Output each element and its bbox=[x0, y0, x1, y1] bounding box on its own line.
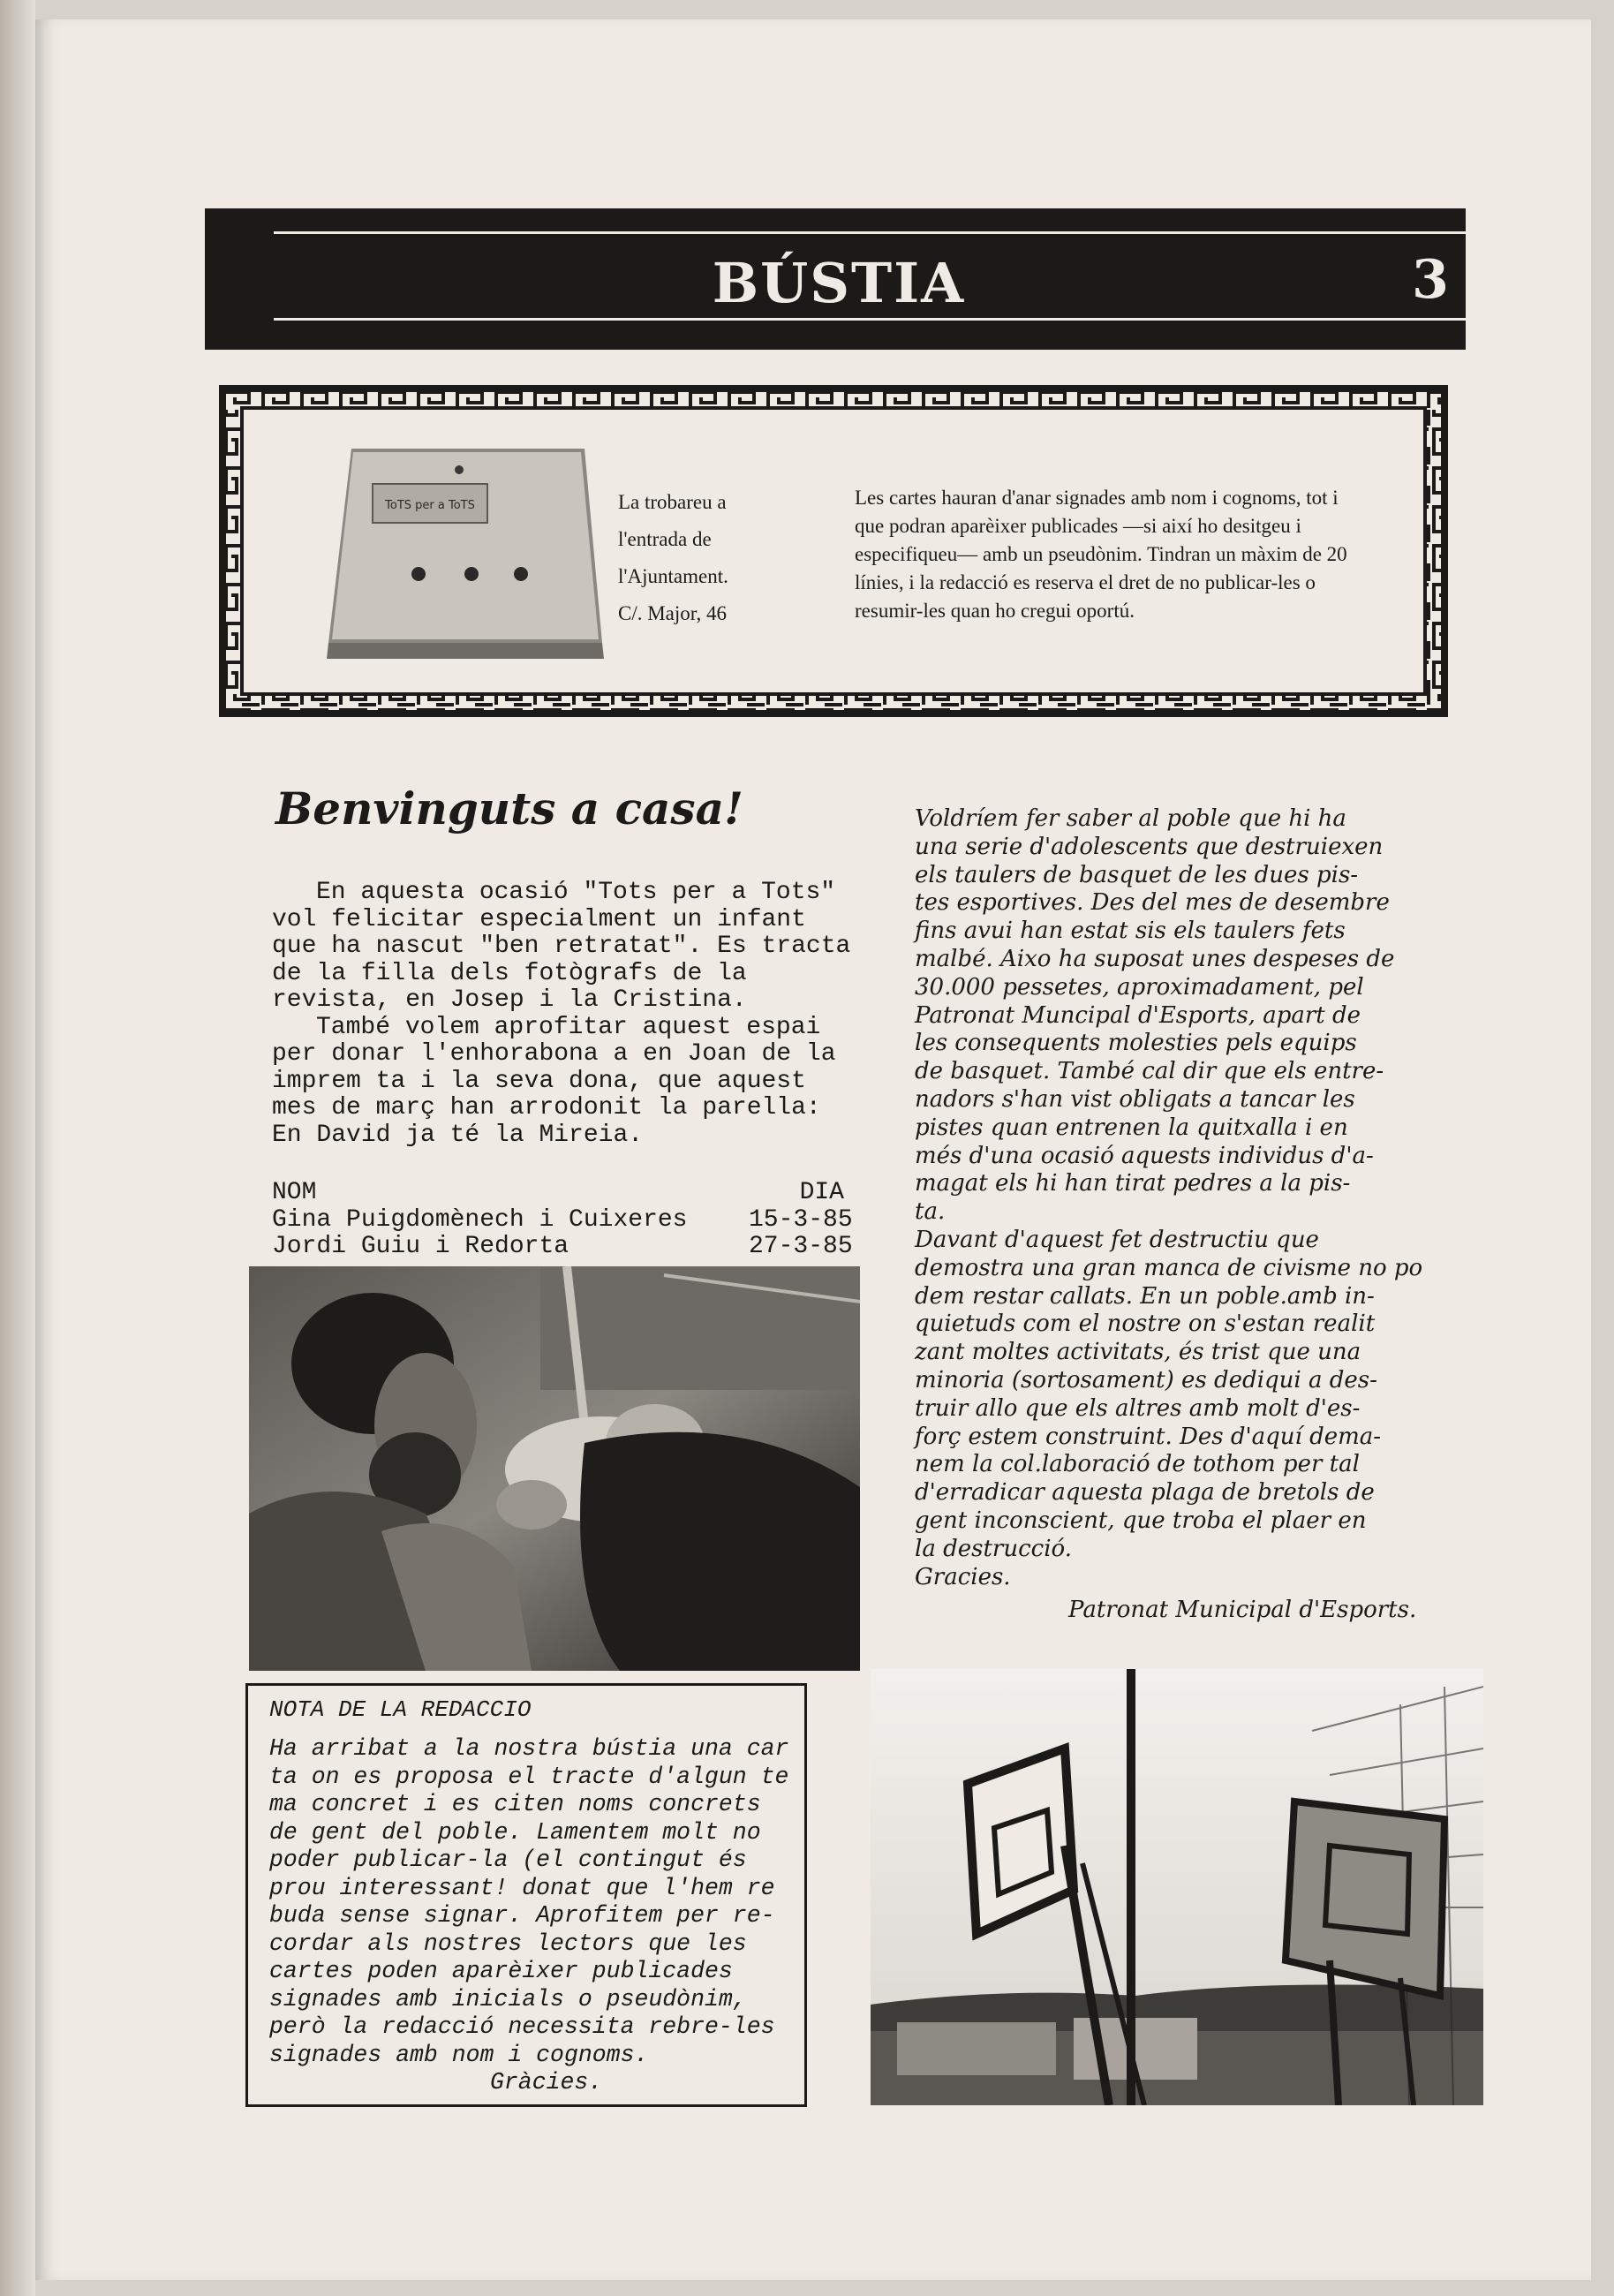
editorial-note-title: NOTA DE LA REDACCIO bbox=[269, 1696, 532, 1723]
births-table bbox=[272, 1180, 855, 1261]
mailbox-photo bbox=[320, 438, 611, 662]
welcome-paragraph: També volem aprofitar aquest espai per donar l'enhorabona a en Joan de la imprem ta i la seva dona, que aquest mes de març han arrodonit la parella: En David ja té la Mireia. bbox=[272, 1013, 836, 1149]
page-number: 3 bbox=[1412, 249, 1449, 311]
births-header-name: NOM bbox=[272, 1179, 317, 1206]
header-rule-bottom bbox=[274, 318, 1466, 321]
births-row bbox=[272, 1234, 855, 1261]
caption-line: La trobareu a bbox=[618, 491, 727, 513]
page-fold bbox=[0, 0, 35, 2296]
births-header-date: DIA bbox=[799, 1179, 844, 1206]
basketball-hoops-photo bbox=[871, 1669, 1483, 2105]
father-and-baby-photo bbox=[249, 1266, 860, 1671]
mailbox-label-text: ToTS per a ToTS bbox=[385, 499, 475, 512]
letter-rules-text: Les cartes hauran d'anar signades amb nom i cognoms, tot i que podran aparèixer publicades —si així ho desitgeu i especifiqueu— amb un pseudònim. Tindran un màxim de 20 línies, i la redacció es reserva el dret de no publicar-les o resumir-les quan ho cregui oportú. bbox=[855, 487, 1347, 622]
editorial-note-text: Ha arribat a la nostra bústia una car ta on es proposa el tracte d'algun te ma concret i es citen noms concrets de gent del poble. Lamentem molt no poder publicar-la (el contingut és prou interessant! donat que l'hem re buda sense signar. Aprofitem per re- cordar als nostres lectors que les cartes poden aparèixer publicades signades amb inicials o pseudònim, però la redacció necessita rebre-les signades amb nom i cognoms. bbox=[269, 1735, 789, 2068]
births-row bbox=[272, 1207, 855, 1235]
birth-name: Jordi Guiu i Redorta bbox=[272, 1233, 569, 1260]
caption-line: l'entrada de bbox=[618, 528, 712, 550]
header-rule-top bbox=[274, 231, 1466, 234]
basketball-letter-signature: Patronat Municipal d'Esports. bbox=[1068, 1597, 1417, 1623]
welcome-paragraph: En aquesta ocasió "Tots per a Tots" vol felicitar especialment un infant que ha nascut "ben retratat". Es tracta de la filla dels fotògrafs de la revista, en Josep i la Cristina. bbox=[272, 879, 851, 1014]
caption-line: l'Ajuntament. bbox=[618, 565, 728, 587]
welcome-heading: Benvinguts a casa! bbox=[275, 782, 743, 835]
section-title-bustia: BÚSTIA bbox=[712, 251, 966, 315]
mailbox-location-caption bbox=[618, 484, 803, 632]
births-header-row bbox=[272, 1180, 855, 1207]
birth-date: 27-3-85 bbox=[749, 1233, 853, 1260]
basketball-letter-text: Voldríem fer saber al poble que hi ha una serie d'adolescents que destruiexen els taulers de basquet de les dues pis- tes esportives. Des del mes de desembre fins avui han estat sis els taulers fets malbé. Aixo ha suposat unes despeses de 30.000 pessetes, aproximadament, pel Patronat Muncipal d'Esports, apart de les consequents molesties pels equips de basquet. També cal dir que els entre- nadors s'han vist obligats a tancar les pistes quan entrenen la quitxalla i en més d'una ocasió aquests individus d'a- magat els hi han tirat pedres a la pis- ta. Davant d'aquest fet destructiu que demostra una gran manca de civisme no po dem restar callats. En un poble.amb in- quietuds com el nostre on s'estan realit zant moltes activitats, és trist que una minoria (sortosament) es dediqui a des- truir allo que els altres amb molt d'es- forç estem construint. Des d'aquí dema- nem la col.laboració de tothom per tal d'erradicar aquesta plaga de bretols de gent inconscient, que troba el plaer en la destrucció. Gracies. bbox=[915, 805, 1423, 1590]
editorial-note-signature: Gràcies. bbox=[490, 2069, 603, 2096]
welcome-article bbox=[272, 880, 855, 1149]
caption-line: C/. Major, 46 bbox=[618, 602, 728, 624]
editorial-note-box bbox=[245, 1683, 807, 2107]
birth-name: Gina Puigdomènech i Cuixeres bbox=[272, 1205, 688, 1234]
birth-date: 15-3-85 bbox=[749, 1205, 853, 1234]
